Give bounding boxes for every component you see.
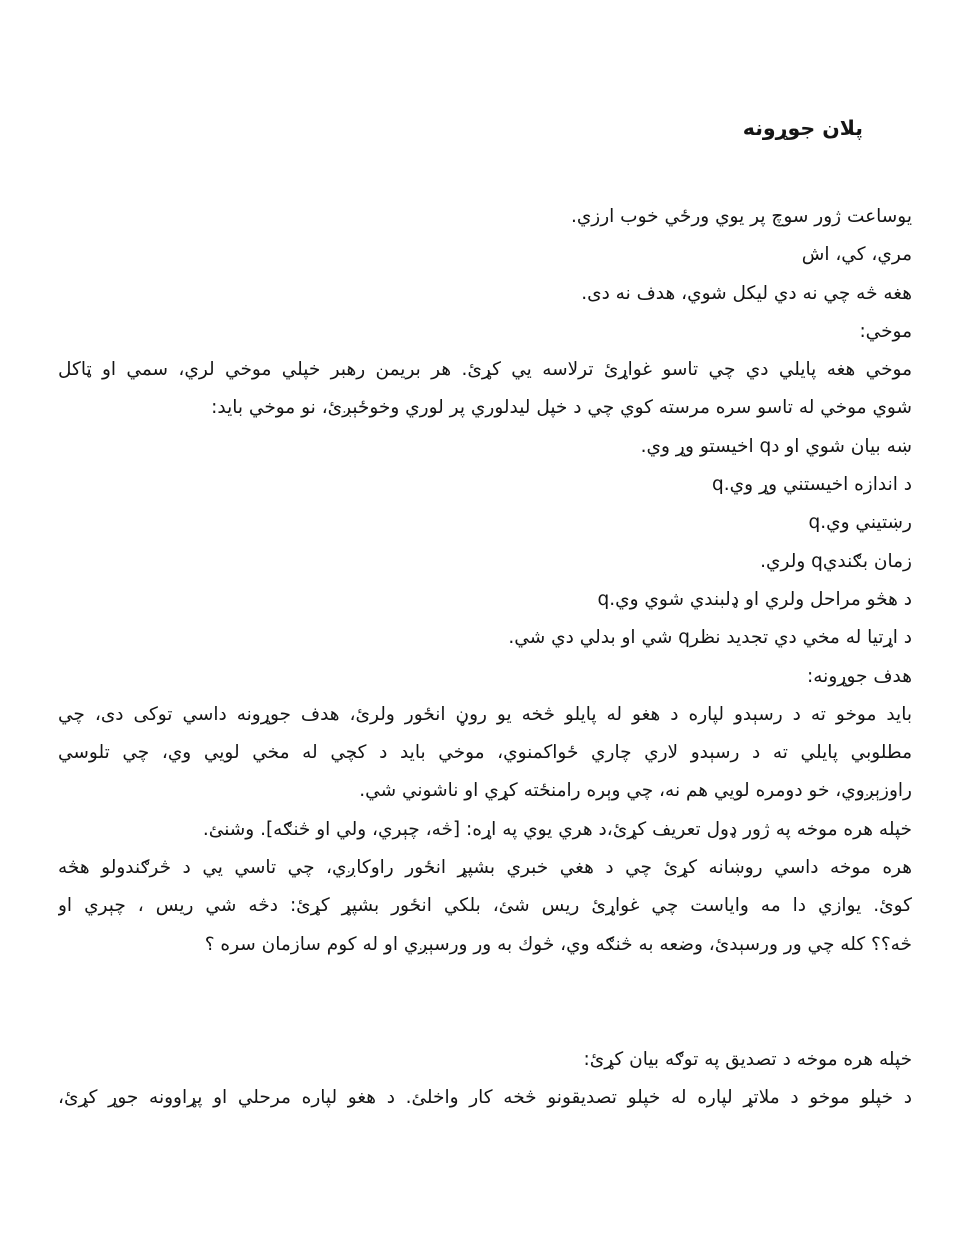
section-heading-goals: موخي: — [859, 320, 912, 342]
paragraph-gap — [58, 964, 912, 1041]
text-line: خپله هره موخه د تصديق په توګه بيان کړئ: — [583, 1048, 912, 1070]
list-item: رښتيني وي.q — [808, 512, 912, 534]
list-item: د اندازه اخيستني وړ وي.q — [712, 474, 912, 496]
text-line: هغه څه چي نه دي ليکل شوي، هدف نه دی. — [581, 282, 912, 304]
text-line: د خپلو موخو د ملاتړ لپاره له خپلو تصديقونو څخه کار واخلئ. د هغو لپاره مرحلي او پړاوونه جوړ کړئ، — [58, 1087, 912, 1109]
text-line: څه؟؟ کله چي ور ورسېدئ، وضعه به څنګه وي، څوك به ور ورسېږي او له کوم سازمان سره ؟ — [204, 933, 912, 955]
document-body — [58, 198, 912, 1118]
text-line: موخي هغه پايلي دي چي تاسو غواړئ ترلاسه يي کړئ. هر بريمن رهبر خپلي موخي لري، سمي او ټاکل — [58, 359, 912, 381]
text-line: شوي موخي له تاسو سره مرسته کوي چي د خپل ليدلوري پر لوري وخوځېږئ، نو موخي بايد: — [211, 397, 912, 419]
list-item: زمان بګنديq ولري. — [760, 550, 912, 572]
text-line: مطلوبي پايلي ته د رسېدو لاري چاري ځواکمنوي، موخي بايد د کچي له مخي لويي وي، چي تلوسي — [58, 742, 912, 764]
text-line-quote-author: مري، کي، اش — [801, 244, 912, 266]
section-heading-goal-setting: هدف جوړونه: — [807, 665, 912, 687]
text-line: راوزېږوي، خو دومره لويي هم نه، چي وېره رامنځته کړي او ناشوني شي. — [359, 780, 912, 802]
document-title: پلان جوړونه — [742, 116, 863, 140]
text-line: هره موخه داسي روښانه کړئ چي د هغي خبري بشپړ انځور راوکاږي، چي تاسي يي د څرګندولو هڅه — [58, 857, 912, 879]
text-line-quote: يوساعت ژور سوچ پر يوي ورځي خوب ارزي. — [570, 206, 912, 227]
text-line: بايد موخو ته د رسېدو لپاره د هغو له پايلو څخه يو روڼ انځور ولرئ، هدف جوړونه داسي توکی دی، چي — [58, 703, 912, 725]
list-item: د هڅو مراحل ولري او ډلبندي شوي وي.q — [597, 588, 912, 610]
list-item: د اړتيا له مخي دي تجديد نظرq شي او بدلي دي شي. — [508, 627, 912, 649]
text-line: خپله هره موخه په ژور ډول تعريف کړئ،د هري يوي په اړه: [څه، چېري، ولي او څنګه]. وشنئ. — [202, 818, 912, 840]
text-line: کوئ. يوازي دا مه واياست چي غواړئ ريس شئ، بلکي انځور بشپړ کړئ: دڅه شي ريس ، چېري او — [58, 895, 912, 917]
list-item: ښه بيان شوي او دq اخيستو وړ وي. — [640, 435, 912, 457]
